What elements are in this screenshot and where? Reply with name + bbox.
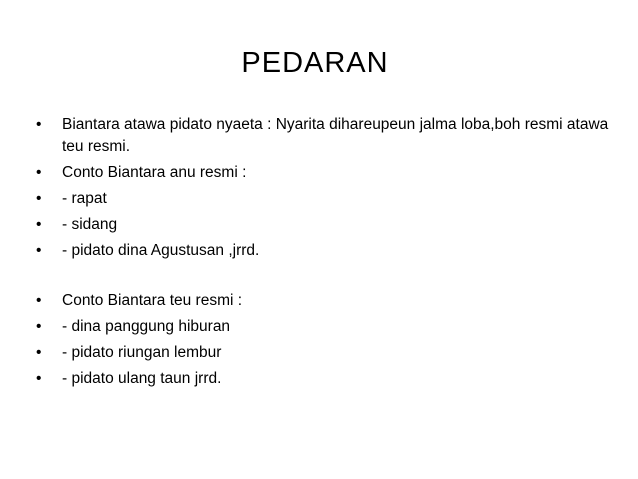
bullet-item <box>34 368 614 390</box>
bullet-icon: • <box>36 242 42 259</box>
bullet-item <box>34 316 614 338</box>
bullet-text: Biantara atawa pidato nyaeta : Nyarita dihareupeun jalma loba,boh resmi atawa teu resmi. <box>62 116 609 155</box>
slide-title: PEDARAN <box>241 47 389 79</box>
bullet-item <box>34 214 614 236</box>
bullet-item <box>34 162 614 184</box>
bullet-item <box>34 342 614 364</box>
bullet-text: - pidato dina Agustusan ,jrrd. <box>62 242 260 259</box>
bullet-icon: • <box>36 216 42 233</box>
bullet-icon: • <box>36 190 42 207</box>
bullet-text: - rapat <box>62 190 107 207</box>
bullet-text: - pidato ulang taun jrrd. <box>62 370 222 387</box>
bullet-item <box>34 188 614 210</box>
bullet-icon: • <box>36 164 42 181</box>
bullet-icon: • <box>36 292 42 309</box>
bullet-text: - sidang <box>62 216 118 233</box>
bullet-list <box>34 114 614 394</box>
bullet-icon: • <box>36 370 42 387</box>
bullet-text: Conto Biantara anu resmi : <box>62 164 247 181</box>
bullet-item <box>34 114 614 158</box>
bullet-text: - pidato riungan lembur <box>62 344 222 361</box>
bullet-item <box>34 240 614 262</box>
bullet-text: - dina panggung hiburan <box>62 318 231 335</box>
bullet-text: Conto Biantara teu resmi : <box>62 292 243 309</box>
bullet-icon: • <box>36 344 42 361</box>
bullet-icon: • <box>36 318 42 335</box>
bullet-item <box>34 290 614 312</box>
bullet-icon: • <box>36 116 42 133</box>
spacer <box>34 266 614 290</box>
